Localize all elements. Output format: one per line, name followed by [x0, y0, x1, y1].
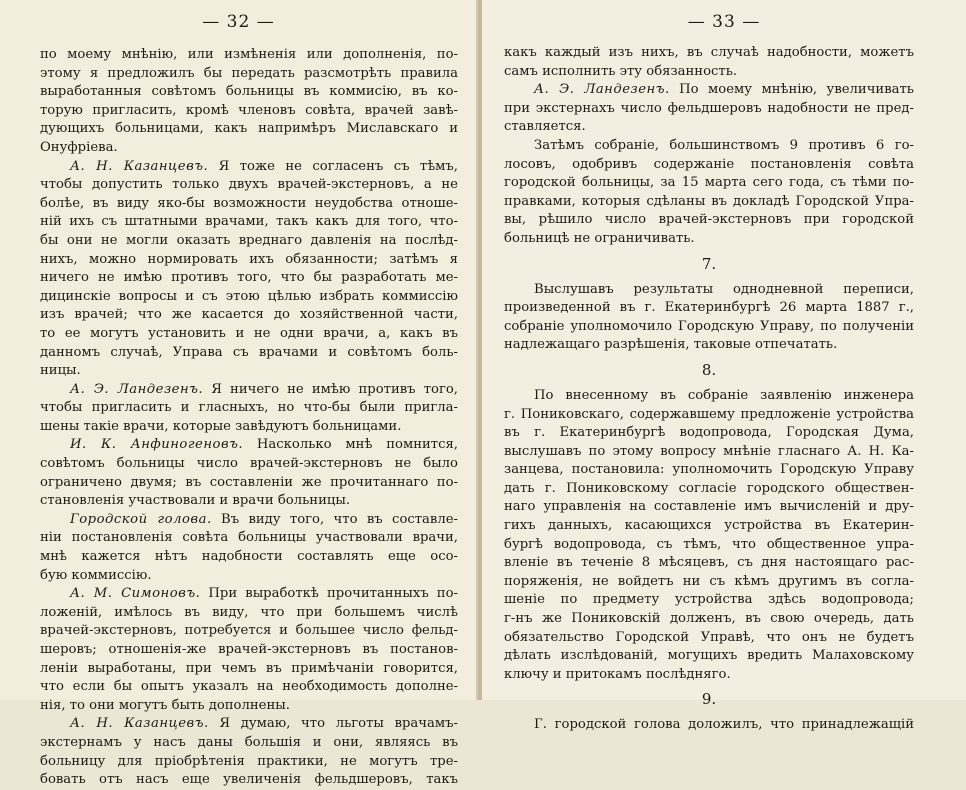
line-text: обязательство Городской Управѣ, что онъ не будетъ — [504, 629, 914, 645]
line-text: шеніе по предмету устройства здѣсь водопровода; — [504, 592, 914, 608]
text-line — [40, 362, 458, 381]
text-line — [504, 100, 914, 119]
line-text: врачей-экстерновъ, потребуется и большее число фельд- — [40, 623, 458, 639]
section-number: 9. — [701, 690, 717, 709]
text-line — [40, 678, 458, 697]
line-text: бую коммиссію. — [40, 567, 152, 583]
line-text: Затѣмъ собраніе, большинствомъ 9 противъ 6 го- — [534, 137, 914, 153]
text-line — [40, 734, 458, 753]
text-line — [40, 771, 458, 790]
line-text: данномъ случаѣ, Управа съ врачами и совѣтомъ боль- — [40, 344, 458, 360]
text-line — [40, 176, 458, 195]
text-line — [504, 336, 914, 355]
line-text: дицинскіе вопросы и съ этою цѣлью избрать коммиссію — [40, 288, 458, 304]
line-text: г-нъ же Пониковскій долженъ, въ свою очередь, дать — [504, 611, 914, 627]
line-text: бы они не могли оказать вреднаго давленія на послѣд- — [40, 232, 458, 248]
text-line — [40, 548, 458, 567]
text-line — [504, 498, 914, 517]
text-line — [40, 622, 458, 641]
line-text: ничего не имѣю противъ того, что бы разработать ме- — [40, 270, 458, 286]
page-number: — 32 — — [202, 12, 275, 32]
text-line — [40, 344, 458, 363]
line-text: поряженія, не войдетъ ни съ кѣмъ другимъ въ согла- — [504, 573, 914, 589]
text-line — [40, 120, 458, 139]
right-page — [482, 0, 966, 733]
text-line — [40, 65, 458, 84]
line-text: г. Пониковскаго, содержавшему предложеніе устройства — [504, 406, 914, 422]
text-line — [504, 137, 914, 156]
line-text: Насколько мнѣ помнится, — [243, 437, 458, 453]
line-text: Г. городской голова доложилъ, что принадлежащій — [534, 717, 914, 733]
text-line — [504, 517, 914, 536]
text-line — [40, 604, 458, 623]
line-text: въ г. Екатеринбургѣ водопровода, Городская Дума, — [504, 425, 914, 441]
line-text: Онуфріева. — [40, 139, 118, 155]
text-line — [40, 102, 458, 121]
line-text: При выработкѣ прочитанныхъ по- — [200, 586, 458, 602]
text-line — [40, 288, 458, 307]
line-text: Выслушавъ результаты однодневной переписи, — [534, 281, 914, 297]
line-text: Я тоже не согласенъ съ тѣмъ, — [208, 158, 458, 174]
text-line — [504, 230, 914, 249]
line-text: вы, рѣшило число врачей-экстерновъ при городской — [504, 212, 914, 228]
text-line — [504, 193, 914, 212]
line-text: выработанныя совѣтомъ больницы въ коммисію, въ ко- — [40, 84, 458, 100]
line-text: гихъ данныхъ, касающихся устройства въ Екатерин- — [504, 518, 914, 534]
text-line — [504, 629, 914, 648]
speaker-name: А. Э. Ландезенъ. — [70, 381, 204, 397]
text-line — [504, 443, 914, 462]
speaker-name: И. К. Анфиногеновъ. — [70, 437, 244, 453]
line-text: дѣлать изслѣдованій, могущихъ вредить Малаховскому — [504, 648, 914, 664]
line-text: ніи постановленія совѣта больницы участвовали врачи, — [40, 530, 458, 546]
line-text: Я ничего не имѣю противъ того, — [203, 381, 458, 397]
text-line — [504, 118, 914, 137]
text-line — [504, 480, 914, 499]
text-line — [40, 418, 458, 437]
line-text: при экстернахъ число фельдшеровъ надобности не пред- — [504, 100, 914, 116]
text-line — [40, 158, 458, 177]
text-line — [504, 666, 914, 685]
text-line — [504, 716, 914, 735]
line-text: торую пригласить, кромѣ членовъ совѣта, врачей завѣ- — [40, 102, 458, 118]
page-number: — 33 — — [687, 12, 761, 32]
line-text: изъ врачей; что же касается до хозяйственной части, — [40, 307, 458, 323]
line-text: надлежащаго разрѣшенія, таковые отпечатать. — [504, 337, 838, 353]
line-text: шеровъ; отношенія-же врачей-экстерновъ въ постанов- — [40, 642, 458, 657]
speaker-name: А. Н. Казанцевъ. — [70, 716, 209, 732]
text-line — [504, 424, 914, 443]
text-line — [504, 211, 914, 230]
page-body-text — [504, 44, 914, 735]
line-text: становленія участвовали и врачи больницы. — [40, 493, 351, 509]
text-line — [40, 511, 458, 530]
line-text: выслушавъ по этому вопросу мнѣніе гласнаго А. Н. Ка- — [504, 443, 914, 459]
text-line — [504, 647, 914, 666]
line-text: чтобы допустить только двухъ врачей-экстерновъ, а не — [40, 177, 458, 193]
text-line — [40, 381, 458, 400]
line-text: больницѣ не ограничивать. — [504, 230, 695, 246]
line-text: произведенной въ г. Екатеринбургѣ 26 марта 1887 г., — [504, 300, 914, 316]
text-line — [40, 195, 458, 214]
text-line — [40, 474, 458, 493]
line-text: ограничено двумя; въ составленіи же прочитаннаго по- — [40, 474, 458, 490]
text-line — [504, 461, 914, 480]
text-line — [40, 436, 458, 455]
line-text: нія, то они могутъ быть дополнены. — [40, 697, 290, 713]
text-line — [504, 387, 914, 406]
text-line — [40, 715, 458, 734]
line-text: дующихъ больницами, какъ напримѣръ Миславскаго и — [40, 121, 458, 137]
line-text: чтобы пригласить и гласныхъ, но что-бы были пригла- — [40, 400, 458, 416]
text-line — [504, 406, 914, 425]
text-line — [504, 156, 914, 175]
line-text: этому я предложилъ бы передать разсмотрѣть правила — [40, 65, 458, 81]
section-number: 8. — [701, 360, 717, 379]
line-text: мнѣ кажется нѣтъ надобности составлять еще осо- — [40, 549, 458, 565]
line-text: Я думаю, что льготы врачамъ- — [208, 716, 458, 732]
line-text: по моему мнѣнію, или измѣненія или дополненія, по- — [40, 47, 458, 62]
line-text: лосовъ, одобривъ содержаніе постановленія совѣта — [504, 156, 914, 172]
text-line — [40, 567, 458, 586]
line-text: ній ихъ съ штатными врачами, такъ какъ для того, что- — [40, 214, 458, 230]
line-text: леніи выработаны, при чемъ въ примѣчаніи говорится, — [40, 660, 458, 676]
text-line — [504, 554, 914, 573]
text-line — [40, 492, 458, 511]
line-text: ставляется. — [504, 119, 586, 135]
text-line — [504, 299, 914, 318]
line-text: правками, которыя сдѣланы въ докладѣ Городской Упра- — [504, 193, 914, 209]
line-text: больницу для пріобрѣтенія практики, не могутъ тре- — [40, 753, 458, 769]
text-line — [504, 81, 914, 100]
line-text: наго управленія на составленіе имъ вычисленій и дру- — [504, 499, 914, 515]
line-text: что если бы опытъ указалъ на необходимость дополне- — [40, 679, 458, 695]
text-line — [40, 660, 458, 679]
text-line — [40, 306, 458, 325]
text-line — [504, 44, 914, 63]
text-line — [40, 269, 458, 288]
section-number: 7. — [701, 254, 717, 273]
line-text: ложеній, имѣлось въ виду, что при большемъ числѣ — [40, 604, 458, 620]
text-line — [40, 232, 458, 251]
text-line — [40, 641, 458, 660]
text-line — [40, 399, 458, 418]
text-line — [40, 325, 458, 344]
line-text: Въ виду того, что въ составле- — [211, 511, 458, 527]
line-text: шены такіе врачи, которые завѣдуютъ больницами. — [40, 418, 402, 434]
line-text: болѣе, въ виду яко-бы возможности неудобства отноше- — [40, 195, 458, 211]
line-text: собраніе уполномочило Городскую Управу, по полученіи — [504, 318, 914, 334]
line-text: вленіе въ теченіе 8 мѣсяцевъ, съ дня настоящаго рас- — [504, 555, 914, 571]
text-line — [504, 281, 914, 300]
line-text: самъ исполнить эту обязанность. — [504, 63, 738, 79]
text-line — [504, 318, 914, 337]
text-line — [504, 610, 914, 629]
text-line — [504, 63, 914, 82]
line-text: ницы. — [40, 363, 81, 379]
text-line — [504, 536, 914, 555]
text-line — [40, 139, 458, 158]
text-line — [504, 174, 914, 193]
line-text: нихъ, можно нормировать ихъ обязанности; затѣмъ я — [40, 251, 458, 267]
text-line — [40, 46, 458, 65]
line-text: экстернамъ у насъ даны большія и они, являясь въ — [40, 734, 458, 750]
text-line — [40, 455, 458, 474]
text-line — [504, 573, 914, 592]
page-body-text — [40, 46, 458, 790]
speaker-name: Городской голова. — [70, 511, 212, 527]
line-text: то ее могутъ установить и не одни врачи, а, какъ въ — [40, 325, 458, 341]
speaker-name: А. Э. Ландезенъ. — [534, 82, 670, 98]
line-text: По внесенному въ собраніе заявленію инженера — [534, 387, 914, 403]
text-line — [40, 585, 458, 604]
line-text: бургѣ водопровода, съ тѣмъ, что общественное упра- — [504, 536, 914, 552]
text-line — [40, 251, 458, 270]
speaker-name: А. Н. Казанцевъ. — [70, 158, 209, 174]
text-line — [504, 591, 914, 610]
speaker-name: А. М. Симоновъ. — [70, 586, 201, 602]
line-text: По моему мнѣнію, увеличивать — [669, 82, 914, 98]
line-text: городской больницы, за 15 марта сего года, съ тѣми по- — [504, 175, 914, 191]
text-line — [40, 83, 458, 102]
text-line — [40, 213, 458, 232]
line-text: совѣтомъ больницы число врачей-экстерновъ не было — [40, 456, 458, 472]
text-line — [40, 753, 458, 772]
left-page — [0, 0, 478, 788]
text-line — [40, 529, 458, 548]
text-line — [40, 697, 458, 716]
line-text: ключу и притокамъ послѣдняго. — [504, 666, 731, 682]
line-text: бовать отъ насъ еще увеличенія фельдшеровъ, такъ — [40, 772, 458, 788]
line-text: какъ каждый изъ нихъ, въ случаѣ надобности, можетъ — [504, 45, 914, 60]
line-text: дать г. Пониковскому согласіе городского обществен- — [504, 480, 914, 496]
line-text: занцева, постановила: уполномочить Городскую Управу — [504, 462, 914, 478]
